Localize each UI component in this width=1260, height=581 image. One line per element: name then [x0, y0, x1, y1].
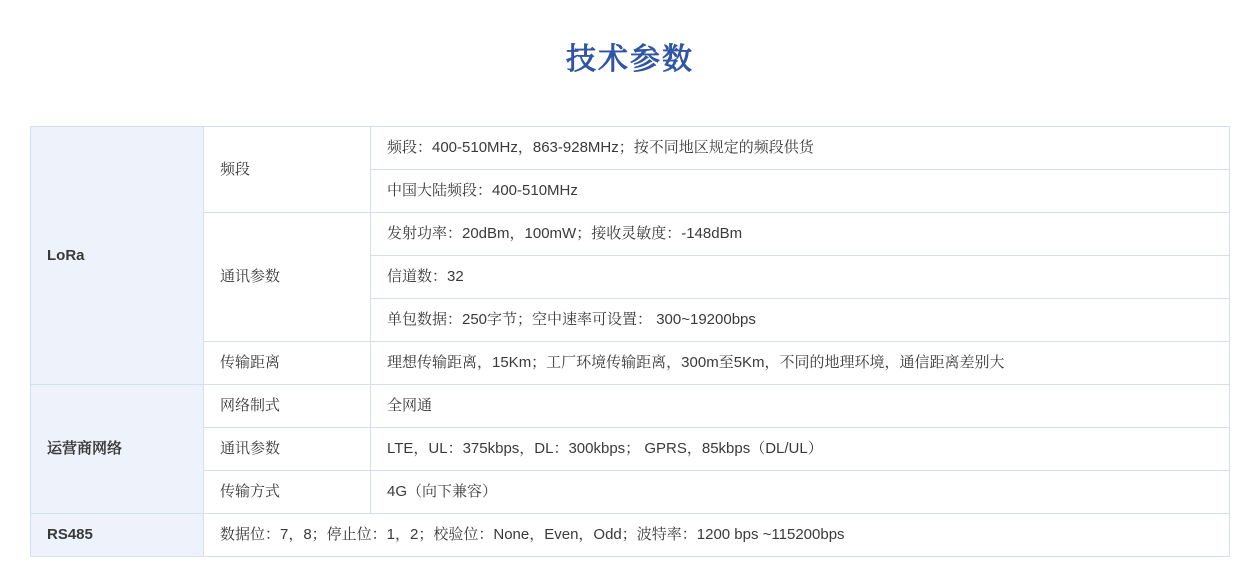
group-label-operator-network: 运营商网络	[31, 385, 204, 514]
value-transmission-mode: 4G（向下兼容）	[371, 471, 1230, 514]
value-comm-params-operator: LTE，UL：375kbps，DL：300kbps； GPRS，85kbps（DL/UL）	[371, 428, 1230, 471]
table-row	[31, 514, 1230, 557]
value-rs485-params: 数据位：7，8；停止位：1，2；校验位：None，Even，Odd；波特率：1200 bps ~115200bps	[204, 514, 1230, 557]
table-row	[31, 471, 1230, 514]
table-row	[31, 342, 1230, 385]
value-comm-params-1: 发射功率：20dBm，100mW；接收灵敏度：-148dBm	[371, 213, 1230, 256]
value-frequency-band-2: 中国大陆频段：400-510MHz	[371, 170, 1230, 213]
technical-specifications-table	[30, 126, 1230, 557]
table-row	[31, 127, 1230, 170]
sub-label-network-standard: 网络制式	[204, 385, 371, 428]
page-title: 技术参数	[566, 43, 694, 76]
table-row	[31, 385, 1230, 428]
group-label-rs485: RS485	[31, 514, 204, 557]
table-row	[31, 428, 1230, 471]
value-frequency-band-1: 频段：400-510MHz，863-928MHz；按不同地区规定的频段供货	[371, 127, 1230, 170]
value-network-standard: 全网通	[371, 385, 1230, 428]
sub-label-frequency-band: 频段	[204, 127, 371, 213]
sub-label-transmission-distance: 传输距离	[204, 342, 371, 385]
sub-label-comm-params-operator: 通讯参数	[204, 428, 371, 471]
group-label-lora: LoRa	[31, 127, 204, 385]
value-comm-params-3: 单包数据：250字节；空中速率可设置： 300~19200bps	[371, 299, 1230, 342]
spec-table-container	[30, 126, 1230, 557]
sub-label-comm-params-lora: 通讯参数	[204, 213, 371, 342]
table-row	[31, 213, 1230, 256]
sub-label-transmission-mode: 传输方式	[204, 471, 371, 514]
value-transmission-distance: 理想传输距离，15Km；工厂环境传输距离，300m至5Km，不同的地理环境，通信距离差别大	[371, 342, 1230, 385]
value-comm-params-2: 信道数：32	[371, 256, 1230, 299]
